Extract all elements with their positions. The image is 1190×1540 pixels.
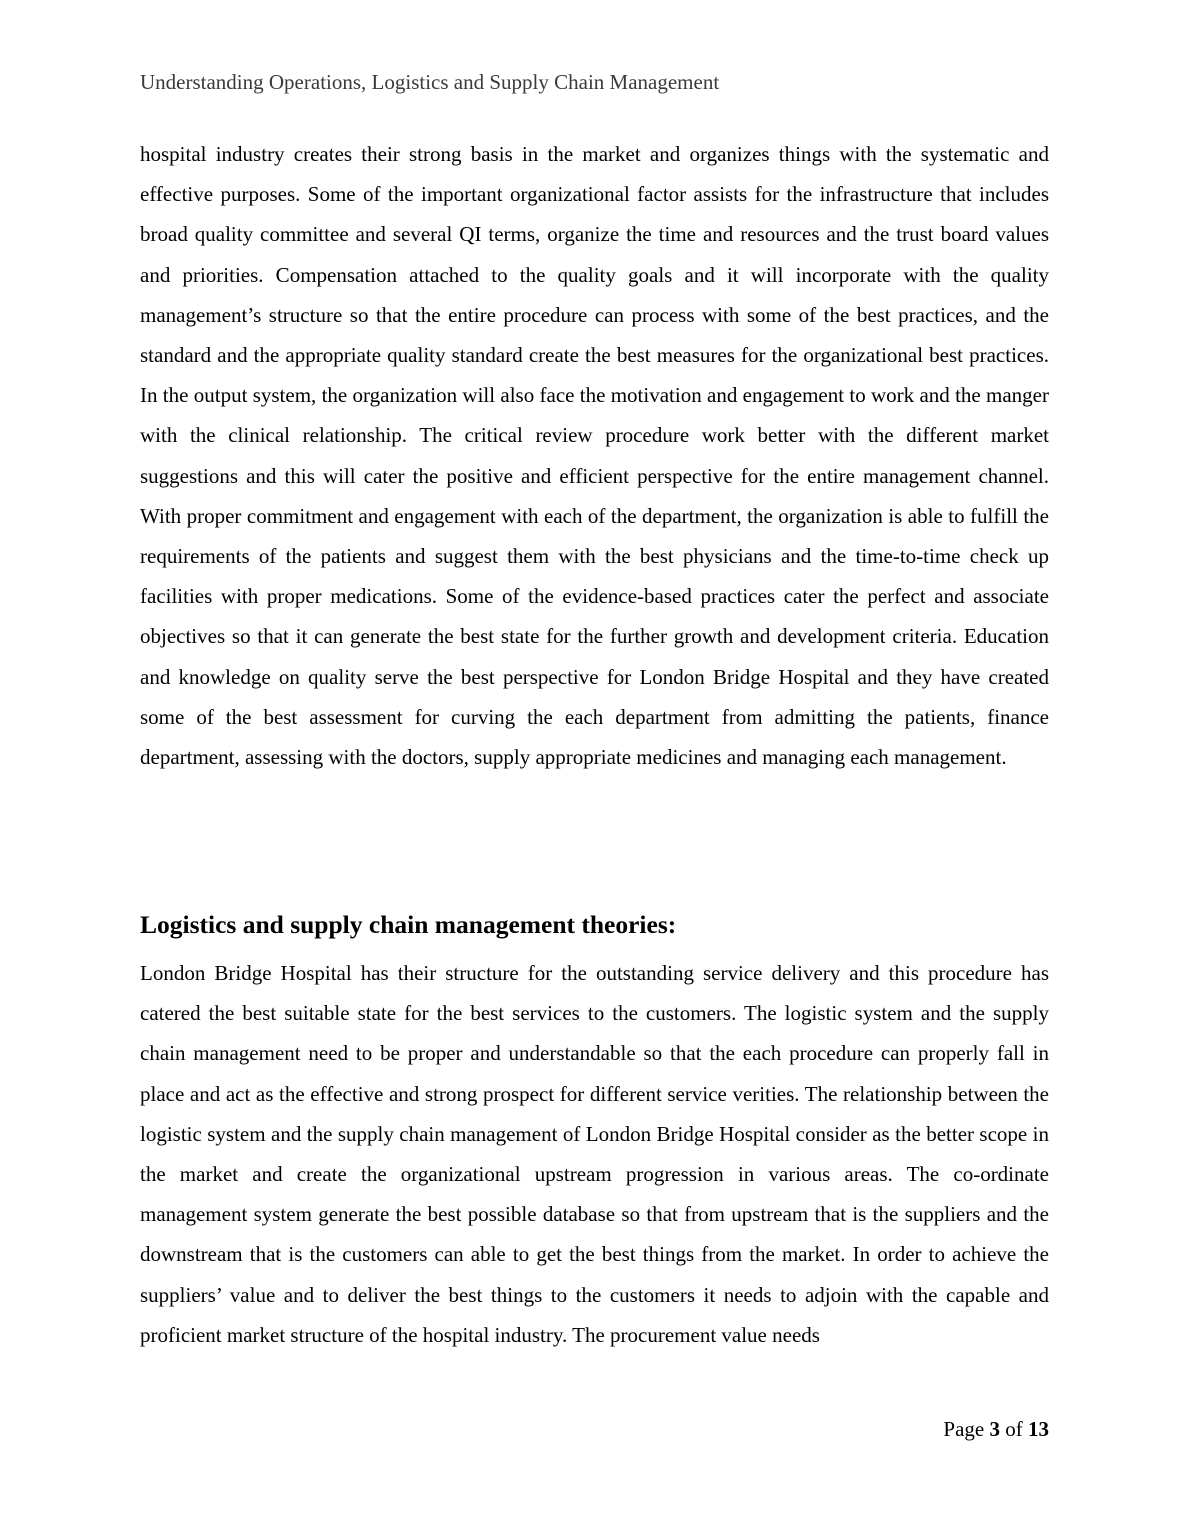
total-pages: 13 xyxy=(1028,1417,1049,1441)
current-page: 3 xyxy=(989,1417,1000,1441)
body-paragraph-1: hospital industry creates their strong basis in the market and organizes things with the systematic and effective purposes. Some of the important organizational factor assists for the infrastructure that includes broad quality committee and several QI terms, organize the time and resources and the trust board values and priorities. Compensation attached to the quality goals and it will incorporate with the quality management’s structure so that the entire procedure can process with some of the best practices, and the standard and the appropriate quality standard create the best measures for the organizational best practices. In the output system, the organization will also face the motivation and engagement to work and the manger with the clinical relationship. The critical review procedure work better with the different market suggestions and this will cater the positive and efficient perspective for the entire management channel. With proper commitment and engagement with each of the department, the organization is able to fulfill the requirements of the patients and suggest them with the best physicians and the time-to-time check up facilities with proper medications. Some of the evidence-based practices cater the perfect and associate objectives so that it can generate the best state for the further growth and development criteria. Education and knowledge on quality serve the best perspective for London Bridge Hospital and they have created some of the best assessment for curving the each department from admitting the patients, finance department, assessing with the doctors, supply appropriate medicines and managing each management. xyxy=(140,142,1049,770)
body-paragraph-2: London Bridge Hospital has their structure for the outstanding service delivery and this procedure has catered the best suitable state for the best services to the customers. The logistic system and the supply chain management need to be proper and understandable so that the each procedure can properly fall in place and act as the effective and strong prospect for different service verities. The relationship between the logistic system and the supply chain management of London Bridge Hospital consider as the better scope in the market and create the organizational upstream progression in various areas. The co-ordinate management system generate the best possible database so that from upstream that is the suppliers and the downstream that is the customers can able to get the best things from the market. In order to achieve the suppliers’ value and to deliver the best things to the customers it needs to adjoin with the capable and proficient market structure of the hospital industry. The procurement value needs xyxy=(140,961,1049,1347)
page-number xyxy=(943,1417,1049,1442)
section-heading: Logistics and supply chain management theories: xyxy=(140,910,677,939)
of-label: of xyxy=(1005,1417,1023,1441)
page-label: Page xyxy=(943,1417,985,1441)
page-header: Understanding Operations, Logistics and Supply Chain Management xyxy=(140,70,720,94)
